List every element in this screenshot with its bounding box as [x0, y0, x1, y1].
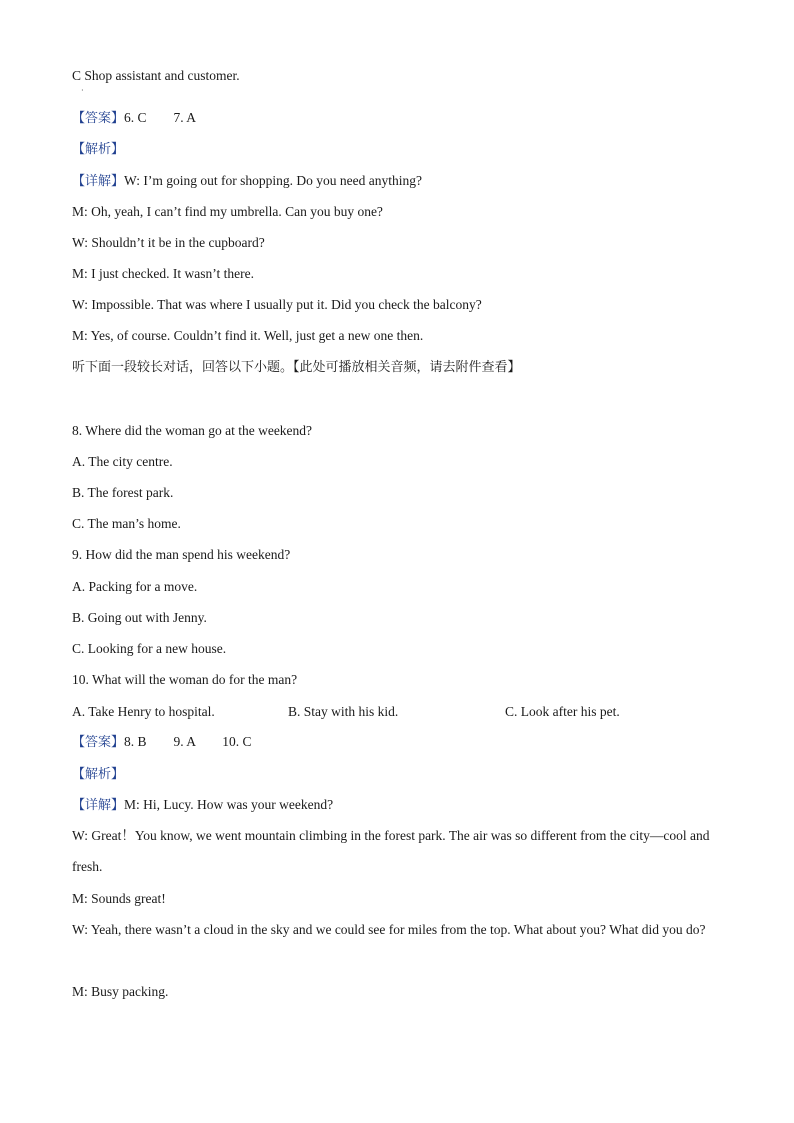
- detail-line: [72, 797, 724, 814]
- detail-tag: 【详解】: [72, 174, 125, 189]
- dialogue-line: W: Shouldn’t it be in the cupboard?: [72, 235, 265, 250]
- option-10c: C. Look after his pet.: [505, 704, 620, 719]
- option-10a: A. Take Henry to hospital.: [72, 704, 215, 719]
- answer-text: 6. C 7. A: [124, 110, 197, 125]
- option-8a: A. The city centre.: [72, 454, 173, 469]
- detail-line: [72, 173, 724, 190]
- dialogue-paragraph: W: Great！You know, we went mountain climbing in the forest park. The air was so different from the city—cool and fresh.: [72, 828, 710, 874]
- dialogue-paragraph: W: Yeah, there wasn’t a cloud in the sky and we could see for miles from the top. What about you? What did you do?: [72, 922, 706, 937]
- question-9: 9. How did the man spend his weekend?: [72, 547, 291, 562]
- answer-tag: 【答案】: [72, 111, 125, 126]
- option-9c: C. Looking for a new house.: [72, 641, 227, 656]
- answer-line-8-10: [72, 734, 724, 751]
- dialogue-line: M: Yes, of course. Couldn’t find it. Well, just get a new one then.: [72, 328, 424, 343]
- analysis-heading: [72, 766, 724, 783]
- dialogue-line: M: Hi, Lucy. How was your weekend?: [124, 797, 334, 812]
- option-9b: B. Going out with Jenny.: [72, 610, 207, 625]
- detail-tag: 【详解】: [72, 798, 125, 813]
- option-8b: B. The forest park.: [72, 485, 174, 500]
- option-9a: A. Packing for a move.: [72, 579, 198, 594]
- listening-instruction: 听下面一段较长对话，回答以下小题。【此处可播放相关音频，请去附件查看】: [72, 360, 521, 375]
- answer-text: 8. B 9. A 10. C: [124, 734, 252, 749]
- question-10: 10. What will the woman do for the man?: [72, 672, 298, 687]
- question-8: 8. Where did the woman go at the weekend?: [72, 423, 313, 438]
- option-8c: C. The man’s home.: [72, 516, 181, 531]
- answer-tag: 【答案】: [72, 735, 125, 750]
- answer-line-6-7: [72, 110, 724, 127]
- dialogue-line: M: Sounds great!: [72, 891, 166, 906]
- analysis-tag: 【解析】: [72, 142, 125, 157]
- bullet-dot: ·: [81, 86, 84, 95]
- options-10-row: [72, 704, 724, 720]
- option-c: C Shop assistant and customer.: [72, 68, 240, 83]
- analysis-heading: [72, 141, 724, 158]
- dialogue-line: M: Oh, yeah, I can’t find my umbrella. Can you buy one?: [72, 204, 383, 219]
- dialogue-line: M: Busy packing.: [72, 984, 169, 999]
- analysis-tag: 【解析】: [72, 767, 125, 782]
- dialogue-line: W: I’m going out for shopping. Do you need anything?: [124, 173, 422, 188]
- option-10b: B. Stay with his kid.: [288, 704, 399, 719]
- dialogue-line: W: Impossible. That was where I usually put it. Did you check the balcony?: [72, 297, 482, 312]
- dialogue-line: M: I just checked. It wasn’t there.: [72, 266, 254, 281]
